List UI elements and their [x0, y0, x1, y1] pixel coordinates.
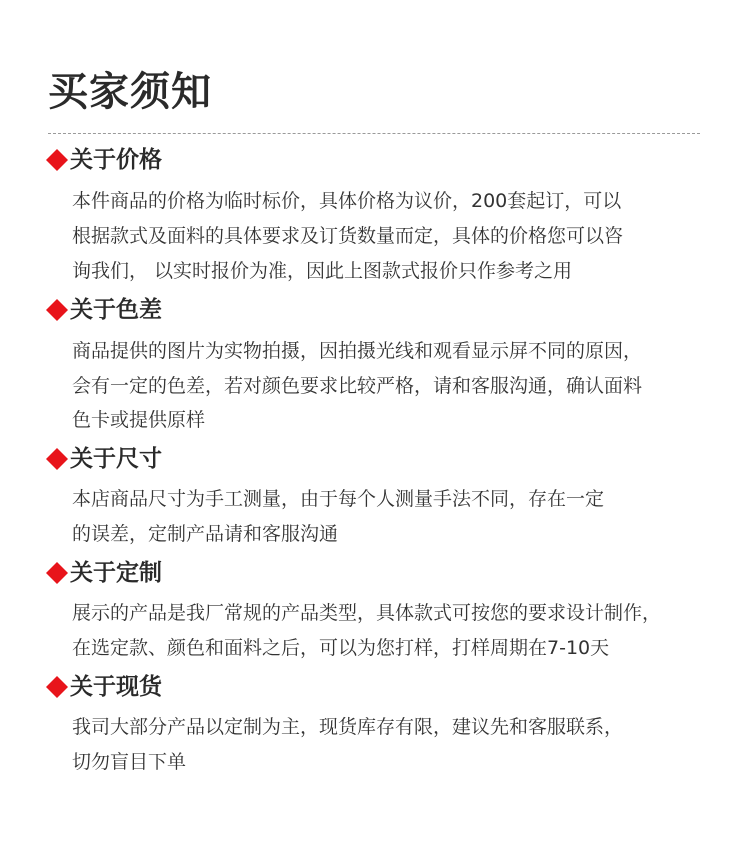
paragraph-line: 本件商品的价格为临时标价，具体价格为议价，200套起订，可以 — [72, 190, 622, 212]
section-heading-price — [46, 145, 162, 175]
section-heading-color-difference — [46, 295, 162, 325]
section-heading-label: 关于价格 — [70, 146, 162, 173]
red-diamond-icon — [46, 448, 68, 470]
paragraph-line: 的误差，定制产品请和客服沟通 — [72, 523, 339, 545]
paragraph-line: 根据款式及面料的具体要求及订货数量而定，具体的价格您可以咨 — [72, 225, 624, 247]
paragraph-line: 色卡或提供原样 — [72, 409, 206, 431]
paragraph-line: 我司大部分产品以定制为主，现货库存有限，建议先和客服联系， — [72, 716, 624, 738]
red-diamond-icon — [46, 562, 68, 584]
paragraph-line: 商品提供的图片为实物拍摄，因拍摄光线和观看显示屏不同的原因， — [72, 340, 643, 362]
paragraph-line: 展示的产品是我厂常规的产品类型，具体款式可按您的要求设计制作， — [72, 602, 662, 624]
paragraph-line: 询我们， 以实时报价为准，因此上图款式报价只作参考之用 — [72, 260, 573, 282]
section-heading-size — [46, 444, 162, 474]
section-heading-label: 关于色差 — [70, 296, 162, 323]
paragraph-line: 切勿盲目下单 — [72, 751, 187, 773]
title-divider — [48, 133, 700, 134]
section-heading-label: 关于定制 — [70, 559, 162, 586]
section-heading-stock — [46, 672, 162, 702]
section-heading-label: 关于现货 — [70, 673, 162, 700]
paragraph-line: 在选定款、颜色和面料之后，可以为您打样，打样周期在7-10天 — [72, 637, 610, 659]
page-title: 买家须知 — [48, 69, 212, 115]
red-diamond-icon — [46, 676, 68, 698]
section-heading-customization — [46, 558, 162, 588]
paragraph-line: 本店商品尺寸为手工测量，由于每个人测量手法不同，存在一定 — [72, 488, 605, 510]
section-heading-label: 关于尺寸 — [70, 445, 162, 472]
red-diamond-icon — [46, 299, 68, 321]
red-diamond-icon — [46, 149, 68, 171]
paragraph-line: 会有一定的色差，若对颜色要求比较严格，请和客服沟通，确认面料 — [72, 375, 643, 397]
